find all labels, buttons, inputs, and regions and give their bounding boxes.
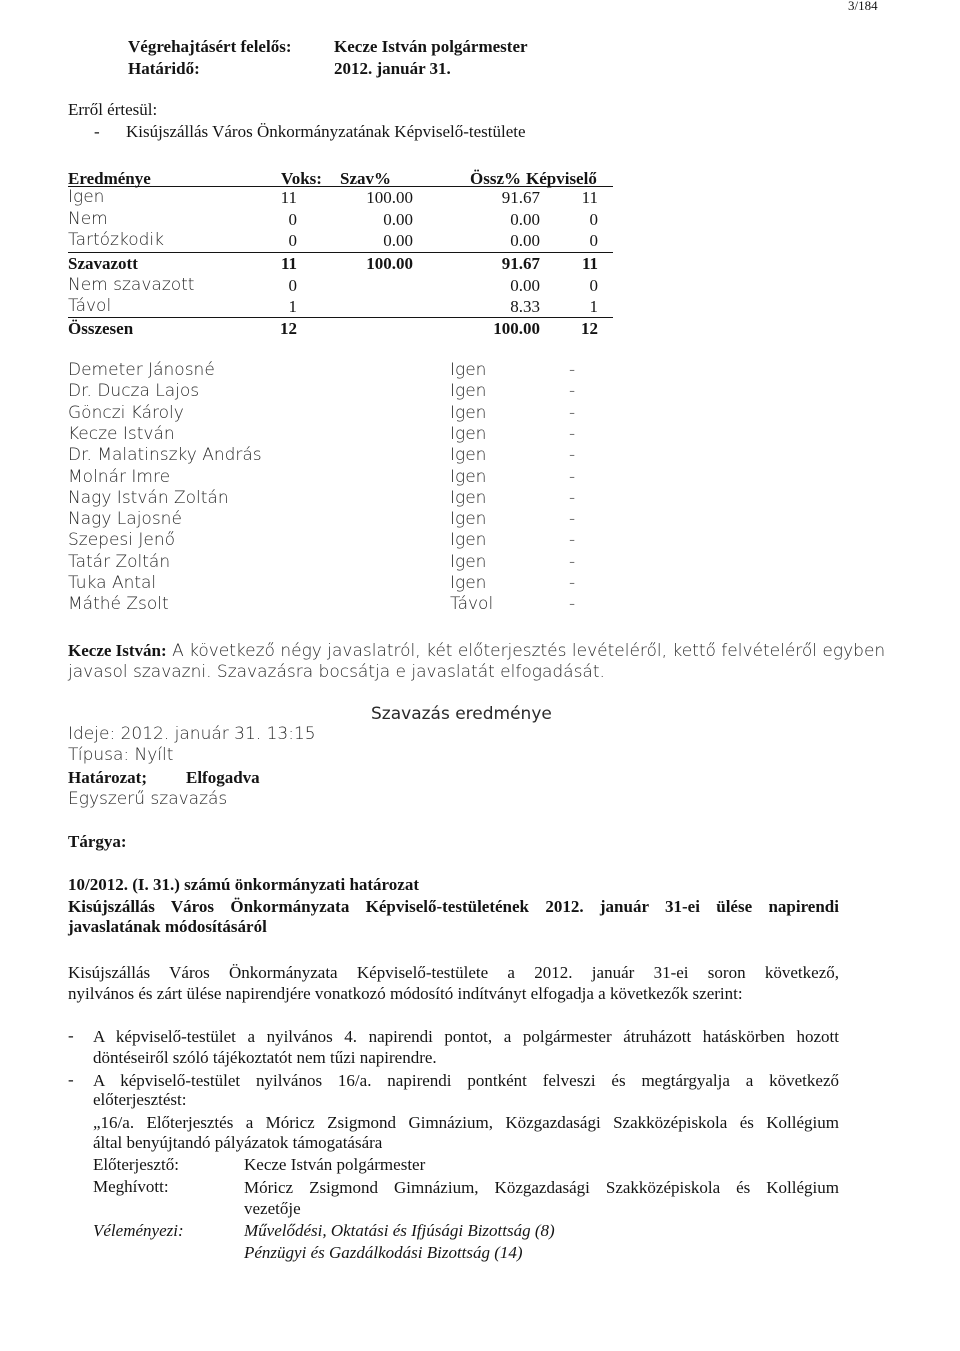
voter-name: Tatár Zoltán <box>68 552 171 572</box>
results-row-2-cell-kepviselo: 0 <box>589 231 598 250</box>
voter-mark: - <box>569 488 576 508</box>
resolution-title-line-2: javaslatának módosításáról <box>68 917 267 936</box>
voter-mark: - <box>569 509 576 529</box>
voter-name: Szepesi Jenő <box>68 530 176 550</box>
voter-name: Nagy Lajosné <box>68 509 182 529</box>
results-row-1-cell-kepviselo: 0 <box>589 210 598 229</box>
results-row-0-cell-ossz: 91.67 <box>501 188 540 207</box>
page-number: 3/184 <box>848 0 878 13</box>
invited-line-2: vezetője <box>244 1199 301 1218</box>
notify-dash: - <box>94 122 100 141</box>
vote-result-title: Szavazás eredménye <box>371 704 552 724</box>
voter-vote: Igen <box>450 445 487 465</box>
col-header-voks: Voks: <box>281 169 322 188</box>
item-2-dash: - <box>68 1070 74 1089</box>
notify-label: Erről értesül: <box>68 100 158 119</box>
opinion-line-2: Pénzügyi és Gazdálkodási Bizottság (14) <box>244 1243 523 1262</box>
col-header-eredmenye: Eredménye <box>68 169 151 188</box>
responsible-label: Végrehajtásért felelős: <box>128 37 292 56</box>
sub-line-1: „16/a. Előterjesztés a Móricz Zsigmond Gimnázium, Közgazdasági Szakközépiskola és Kollégium <box>93 1113 839 1132</box>
results-row-1-cell-ossz: 0.00 <box>510 210 540 229</box>
voter-mark: - <box>569 360 576 380</box>
item-1-dash: - <box>68 1026 74 1045</box>
voter-mark: - <box>569 594 576 614</box>
voter-name: Gönczi Károly <box>68 403 184 423</box>
results-row-2-cell-label: Tartózkodik <box>68 230 164 250</box>
results-row-6-cell-kepviselo: 12 <box>581 319 598 338</box>
results-row-4-cell-kepviselo: 0 <box>589 276 598 295</box>
results-row-5-cell-label: Távol <box>68 296 112 316</box>
results-row-5-cell-kepviselo: 1 <box>589 297 598 316</box>
tartozkodik-underline <box>68 252 613 253</box>
results-row-2-cell-voks: 0 <box>288 231 297 250</box>
results-row-3-cell-ossz: 91.67 <box>501 254 540 273</box>
responsible-value: Kecze István polgármester <box>334 37 528 56</box>
voter-name: Dr. Ducza Lajos <box>68 381 200 401</box>
item-2-line-1: A képviselő-testület nyilvános 16/a. napirendi pontként felveszi és megtárgyalja a következő <box>93 1071 839 1090</box>
voter-mark: - <box>569 573 576 593</box>
results-row-3-cell-label: Szavazott <box>68 254 138 273</box>
item-1-line-1: A képviselő-testület a nyilvános 4. napirendi pontot, a polgármester átruházott hatáskörben hozott <box>93 1027 839 1046</box>
voter-name: Molnár Imre <box>68 467 171 487</box>
deadline-value: 2012. január 31. <box>334 59 451 78</box>
voter-name: Kecze István <box>68 424 175 444</box>
voter-mark: - <box>569 381 576 401</box>
invited-line-1: Móricz Zsigmond Gimnázium, Közgazdasági Szakközépiskola és Kollégium <box>244 1178 839 1197</box>
voter-vote: Igen <box>450 552 487 572</box>
resolution-intro-line-1: Kisújszállás Város Önkormányzata Képviselő-testülete a 2012. január 31-ei soron következő, <box>68 963 839 982</box>
deadline-label: Határidő: <box>128 59 200 78</box>
voter-vote: Igen <box>450 381 487 401</box>
results-row-0-cell-voks: 11 <box>280 188 297 207</box>
vote-kind: Egyszerű szavazás <box>68 789 228 809</box>
voter-vote: Igen <box>450 403 487 423</box>
decision-value: Elfogadva <box>186 768 260 787</box>
col-header-kepviselo: Képviselő <box>526 169 597 188</box>
voter-name: Dr. Malatinszky András <box>68 445 262 465</box>
results-row-5-cell-voks: 1 <box>288 297 297 316</box>
voter-vote: Igen <box>450 360 487 380</box>
col-header-ossz: Össz% <box>470 169 521 188</box>
voter-vote: Igen <box>450 509 487 529</box>
voter-mark: - <box>569 530 576 550</box>
voter-vote: Igen <box>450 530 487 550</box>
vote-type: Típusa: Nyílt <box>68 745 174 765</box>
subject-label: Tárgya: <box>68 832 127 851</box>
voter-mark: - <box>569 403 576 423</box>
item-2-line-2: előterjesztést: <box>93 1090 187 1109</box>
results-row-4-cell-ossz: 0.00 <box>510 276 540 295</box>
voter-name: Máthé Zsolt <box>68 594 169 614</box>
results-row-0-cell-label: Igen <box>68 187 105 207</box>
decision-label: Határozat; <box>68 768 147 787</box>
statement-line-2: javasol szavazni. Szavazásra bocsátja e javaslatát elfogadását. <box>68 662 605 682</box>
resolution-intro-line-2: nyilvános és zárt ülése napirendjére vonatkozó módosító indítványt elfogadja a következők szerint: <box>68 984 743 1003</box>
results-row-4-cell-voks: 0 <box>288 276 297 295</box>
statement-text-1: A következő négy javaslatról, két előterjesztés levételéről, kettő felvételéről egyben <box>172 641 886 661</box>
voter-mark: - <box>569 467 576 487</box>
presenter-label: Előterjesztő: <box>93 1155 179 1174</box>
results-row-0-cell-kepviselo: 11 <box>581 188 598 207</box>
resolution-number: 10/2012. (I. 31.) számú önkormányzati határozat <box>68 875 419 894</box>
results-row-1-cell-szav: 0.00 <box>383 210 413 229</box>
voter-vote: Igen <box>450 424 487 444</box>
voter-vote: Igen <box>450 467 487 487</box>
results-row-1-cell-label: Nem <box>68 209 108 229</box>
invited-label: Meghívott: <box>93 1177 169 1196</box>
notify-item: Kisújszállás Város Önkormányzatának Képviselő-testülete <box>126 122 526 141</box>
results-row-3-cell-voks: 11 <box>280 254 297 273</box>
voter-vote: Igen <box>450 573 487 593</box>
opinion-label: Véleményezi: <box>93 1221 184 1240</box>
statement-line-1 <box>68 641 885 662</box>
item-1-line-2: döntéseiről szóló tájékoztatót nem tűzi napirendre. <box>93 1048 437 1067</box>
voter-name: Nagy István Zoltán <box>68 488 229 508</box>
sub-line-2: által benyújtandó pályázatok támogatására <box>93 1133 383 1152</box>
header-underline <box>68 186 613 187</box>
opinion-line-1: Művelődési, Oktatási és Ifjúsági Bizottság (8) <box>244 1221 555 1240</box>
tavol-underline <box>68 317 613 318</box>
results-row-6-cell-label: Összesen <box>68 319 134 338</box>
results-row-4-cell-label: Nem szavazott <box>68 275 195 295</box>
results-row-0-cell-szav: 100.00 <box>366 188 413 207</box>
voter-vote: Igen <box>450 488 487 508</box>
voter-mark: - <box>569 445 576 465</box>
voter-mark: - <box>569 552 576 572</box>
vote-time: Ideje: 2012. január 31. 13:15 <box>68 724 316 744</box>
results-row-5-cell-ossz: 8.33 <box>510 297 540 316</box>
statement-speaker: Kecze István: <box>68 641 167 660</box>
presenter-value: Kecze István polgármester <box>244 1155 426 1174</box>
results-row-3-cell-kepviselo: 11 <box>581 254 598 273</box>
voter-name: Tuka Antal <box>68 573 157 593</box>
voter-name: Demeter Jánosné <box>68 360 215 380</box>
results-row-2-cell-ossz: 0.00 <box>510 231 540 250</box>
resolution-title-line-1: Kisújszállás Város Önkormányzata Képviselő-testületének 2012. január 31-ei ülése napirendi <box>68 897 839 916</box>
voter-mark: - <box>569 424 576 444</box>
col-header-szav: Szav% <box>340 169 391 188</box>
results-row-2-cell-szav: 0.00 <box>383 231 413 250</box>
results-row-3-cell-szav: 100.00 <box>366 254 413 273</box>
results-row-6-cell-voks: 12 <box>280 319 297 338</box>
results-row-6-cell-ossz: 100.00 <box>493 319 540 338</box>
voter-vote: Távol <box>450 594 494 614</box>
results-row-1-cell-voks: 0 <box>288 210 297 229</box>
